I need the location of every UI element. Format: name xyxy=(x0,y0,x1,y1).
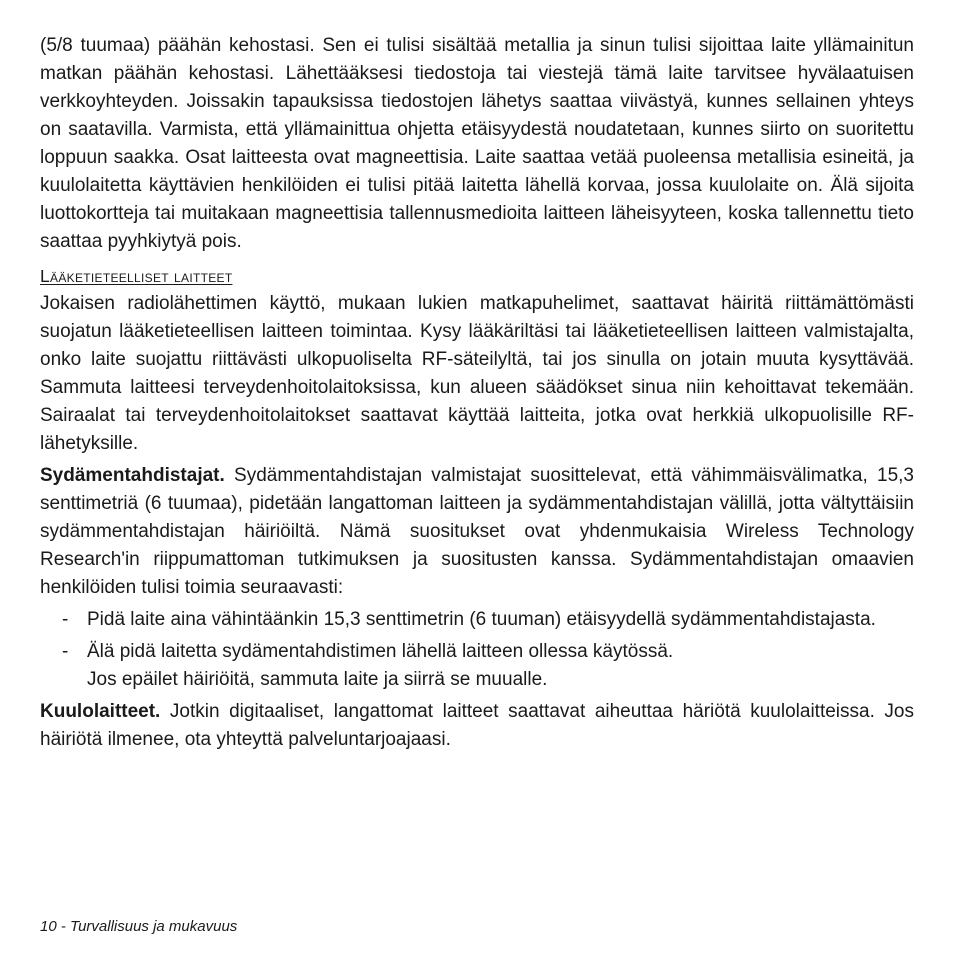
list-dash: - xyxy=(62,641,69,662)
list-item xyxy=(40,638,914,694)
pacemaker-text: Sydämmentahdistajan valmistajat suosittelevat, että vähimmäisvälimatka, 15,3 senttimetriä (6 tuumaa), pidetään langattoman laitteen ja sydämmentahdistajan välillä, jotta vältyttäisiin sydämmentahdistajan häiriöiltä. Nämä suositukset ovat yhdenmukaisia Wireless Technology Research'in riippumattoman tutkimuksen ja suositusten kanssa. Sydämmentahdistajan omaavien henkilöiden tulisi toimia seuraavasti: xyxy=(40,465,914,598)
list-item-text-continued: Jos epäilet häiriöitä, sammuta laite ja siirrä se muualle. xyxy=(87,669,548,690)
hearing-text: Jotkin digitaaliset, langattomat laitteet saattavat aiheuttaa häriötä kuulolaitteissa. Jos häiriötä ilmenee, ota yhteyttä palveluntarjoajaasi. xyxy=(40,701,914,750)
section-heading: Lääketieteelliset laitteet xyxy=(40,266,233,286)
medical-paragraph: Jokaisen radiolähettimen käyttö, mukaan lukien matkapuhelimet, saattavat häiritä riittämättömästi suojatun lääketieteellisen laitteen toimintaa. Kysy lääkäriltäsi tai lääketieteellisen laitteen valmistajalta, onko laite suojattu riittävästi ulkopuoliselta RF-säteilyltä, tai jos sinulla on jotain muuta kysyttävää. Sammuta laitteesi terveydenhoitolaitoksissa, kun alueen säädökset sinua niin kehoittavat tekemään. Sairaalat tai terveydenhoitolaitokset saattavat käyttää laitteita, jotka ovat herkkiä ulkopuolisille RF-lähetyksille. xyxy=(40,293,914,454)
hearing-lead: Kuulolaitteet. xyxy=(40,701,161,722)
list-item-text: Älä pidä laitetta sydämentahdistimen lähellä laitteen ollessa käytössä. xyxy=(87,641,674,662)
hearing-paragraph xyxy=(40,698,914,754)
pacemaker-list xyxy=(40,606,914,694)
pacemaker-paragraph xyxy=(40,462,914,602)
page-content xyxy=(40,32,914,754)
page-footer: 10 - Turvallisuus ja mukavuus xyxy=(40,918,238,935)
pacemaker-lead: Sydämentahdistajat. xyxy=(40,465,225,486)
list-item xyxy=(40,606,914,634)
intro-paragraph: (5/8 tuumaa) päähän kehostasi. Sen ei tulisi sisältää metallia ja sinun tulisi sijoittaa laite yllämainitun matkan päähän kehostasi. Lähettääksesi tiedostoja tai viestejä tämä laite tarvitsee hyvälaatuisen verkkoyhteyden. Joissakin tapauksissa tiedostojen lähetys saattaa viivästyä, kunnes sellainen yhteys on saatavilla. Varmista, että yllämainittua ohjetta etäisyydestä noudatetaan, kunnes siirto on suoritettu loppuun saakka. Osat laitteesta ovat magneettisia. Laite saattaa vetää puoleensa metallisia esineitä, ja kuulolaitetta käyttävien henkilöiden ei tulisi pitää laitetta lähellä korvaa, jossa kuulolaite on. Älä sijoita luottokortteja tai muitakaan magneettisia tallennusmedioita laitteen läheisyyteen, koska tallennettu tieto saattaa pyyhkiytyä pois. xyxy=(40,35,914,252)
list-dash: - xyxy=(62,609,69,630)
list-item-text: Pidä laite aina vähintäänkin 15,3 senttimetrin (6 tuuman) etäisyydellä sydämmentahdistajasta. xyxy=(87,609,876,630)
